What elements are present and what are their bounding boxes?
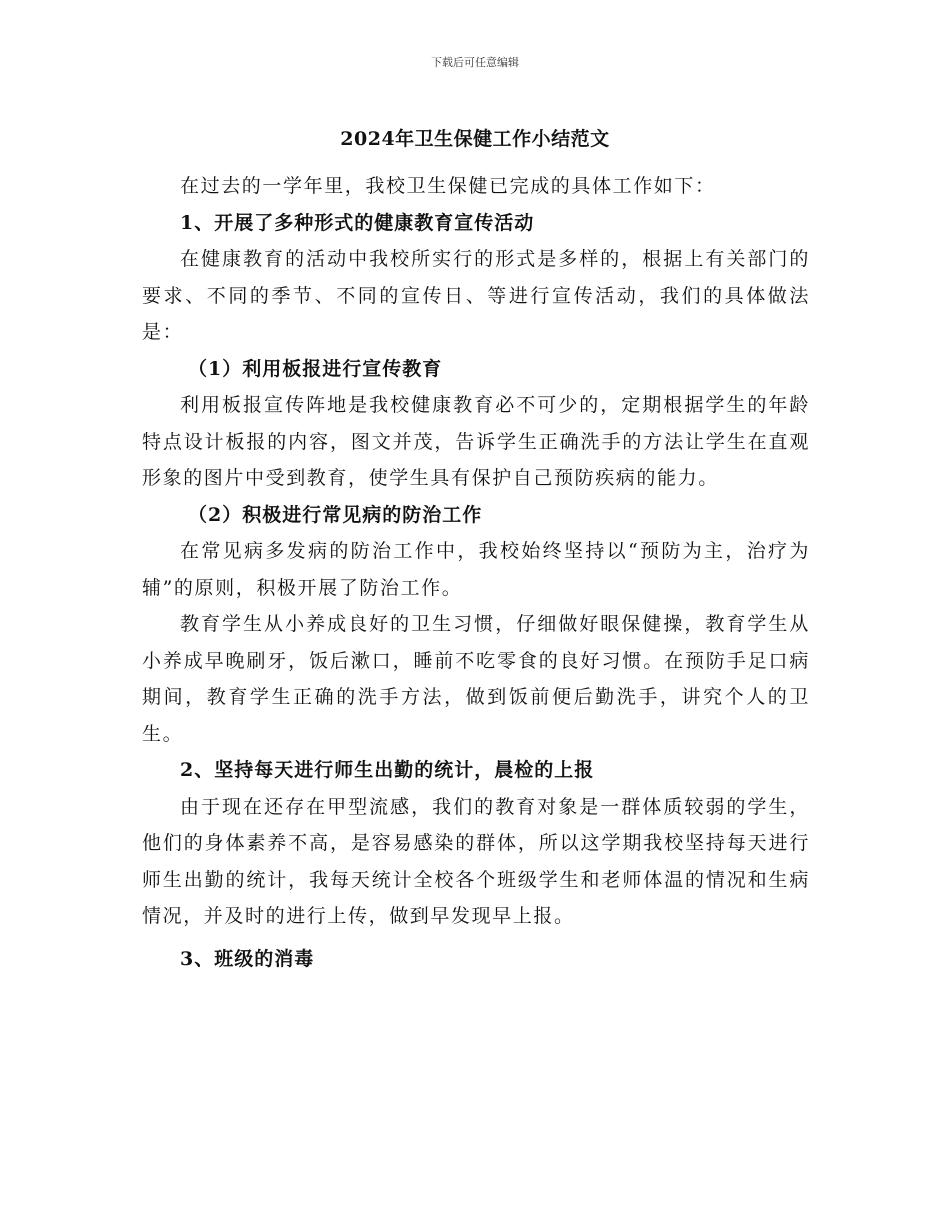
section-heading-3: 3、班级的消毒 [180,947,315,970]
body-paragraph: 由于现在还存在甲型流感，我们的教育对象是一群体质较弱的学生，他们的身体素养不高，是容易感染的群体，所以这学期我校坚持每天进行师生出勤的统计，我每天统计全校各个班级学生和老师体温的情况和生病情况，并及时的进行上传，做到早发现早上报。 [142,795,810,927]
body-paragraph: 在健康教育的活动中我校所实行的形式是多样的，根据上有关部门的要求、不同的季节、不同的宣传日、等进行宣传活动，我们的具体做法是： [142,248,810,343]
subsection-heading-2: （2）积极进行常见病的防治工作 [188,503,483,526]
section-heading-2: 2、坚持每天进行师生出勤的统计，晨检的上报 [180,759,595,781]
page-header-note: 下载后可任意编辑 [431,56,519,69]
document-body [142,168,810,977]
document-title: 2024年卫生保健工作小结范文 [340,128,610,150]
section-heading-1: 1、开展了多种形式的健康教育宣传活动 [180,211,535,234]
body-paragraph: 教育学生从小养成良好的卫生习惯，仔细做好眼保健操，教育学生从小养成早晚刷牙，饭后漱口，睡前不吃零食的良好习惯。在预防手足口病期间，教育学生正确的洗手方法，做到饭前便后勤洗手，讲究个人的卫生。 [142,613,810,745]
body-paragraph: 利用板报宣传阵地是我校健康教育必不可少的，定期根据学生的年龄特点设计板报的内容，图文并茂，告诉学生正确洗手的方法让学生在直观形象的图片中受到教育，使学生具有保护自己预防疾病的能力。 [142,394,810,489]
body-paragraph: 在常见病多发病的防治工作中，我校始终坚持以“预防为主，治疗为辅”的原则，积极开展了防治工作。 [142,540,810,599]
intro-paragraph: 在过去的一学年里，我校卫生保健已完成的具体工作如下： [180,175,716,197]
subsection-heading-1: （1）利用板报进行宣传教育 [188,357,443,380]
